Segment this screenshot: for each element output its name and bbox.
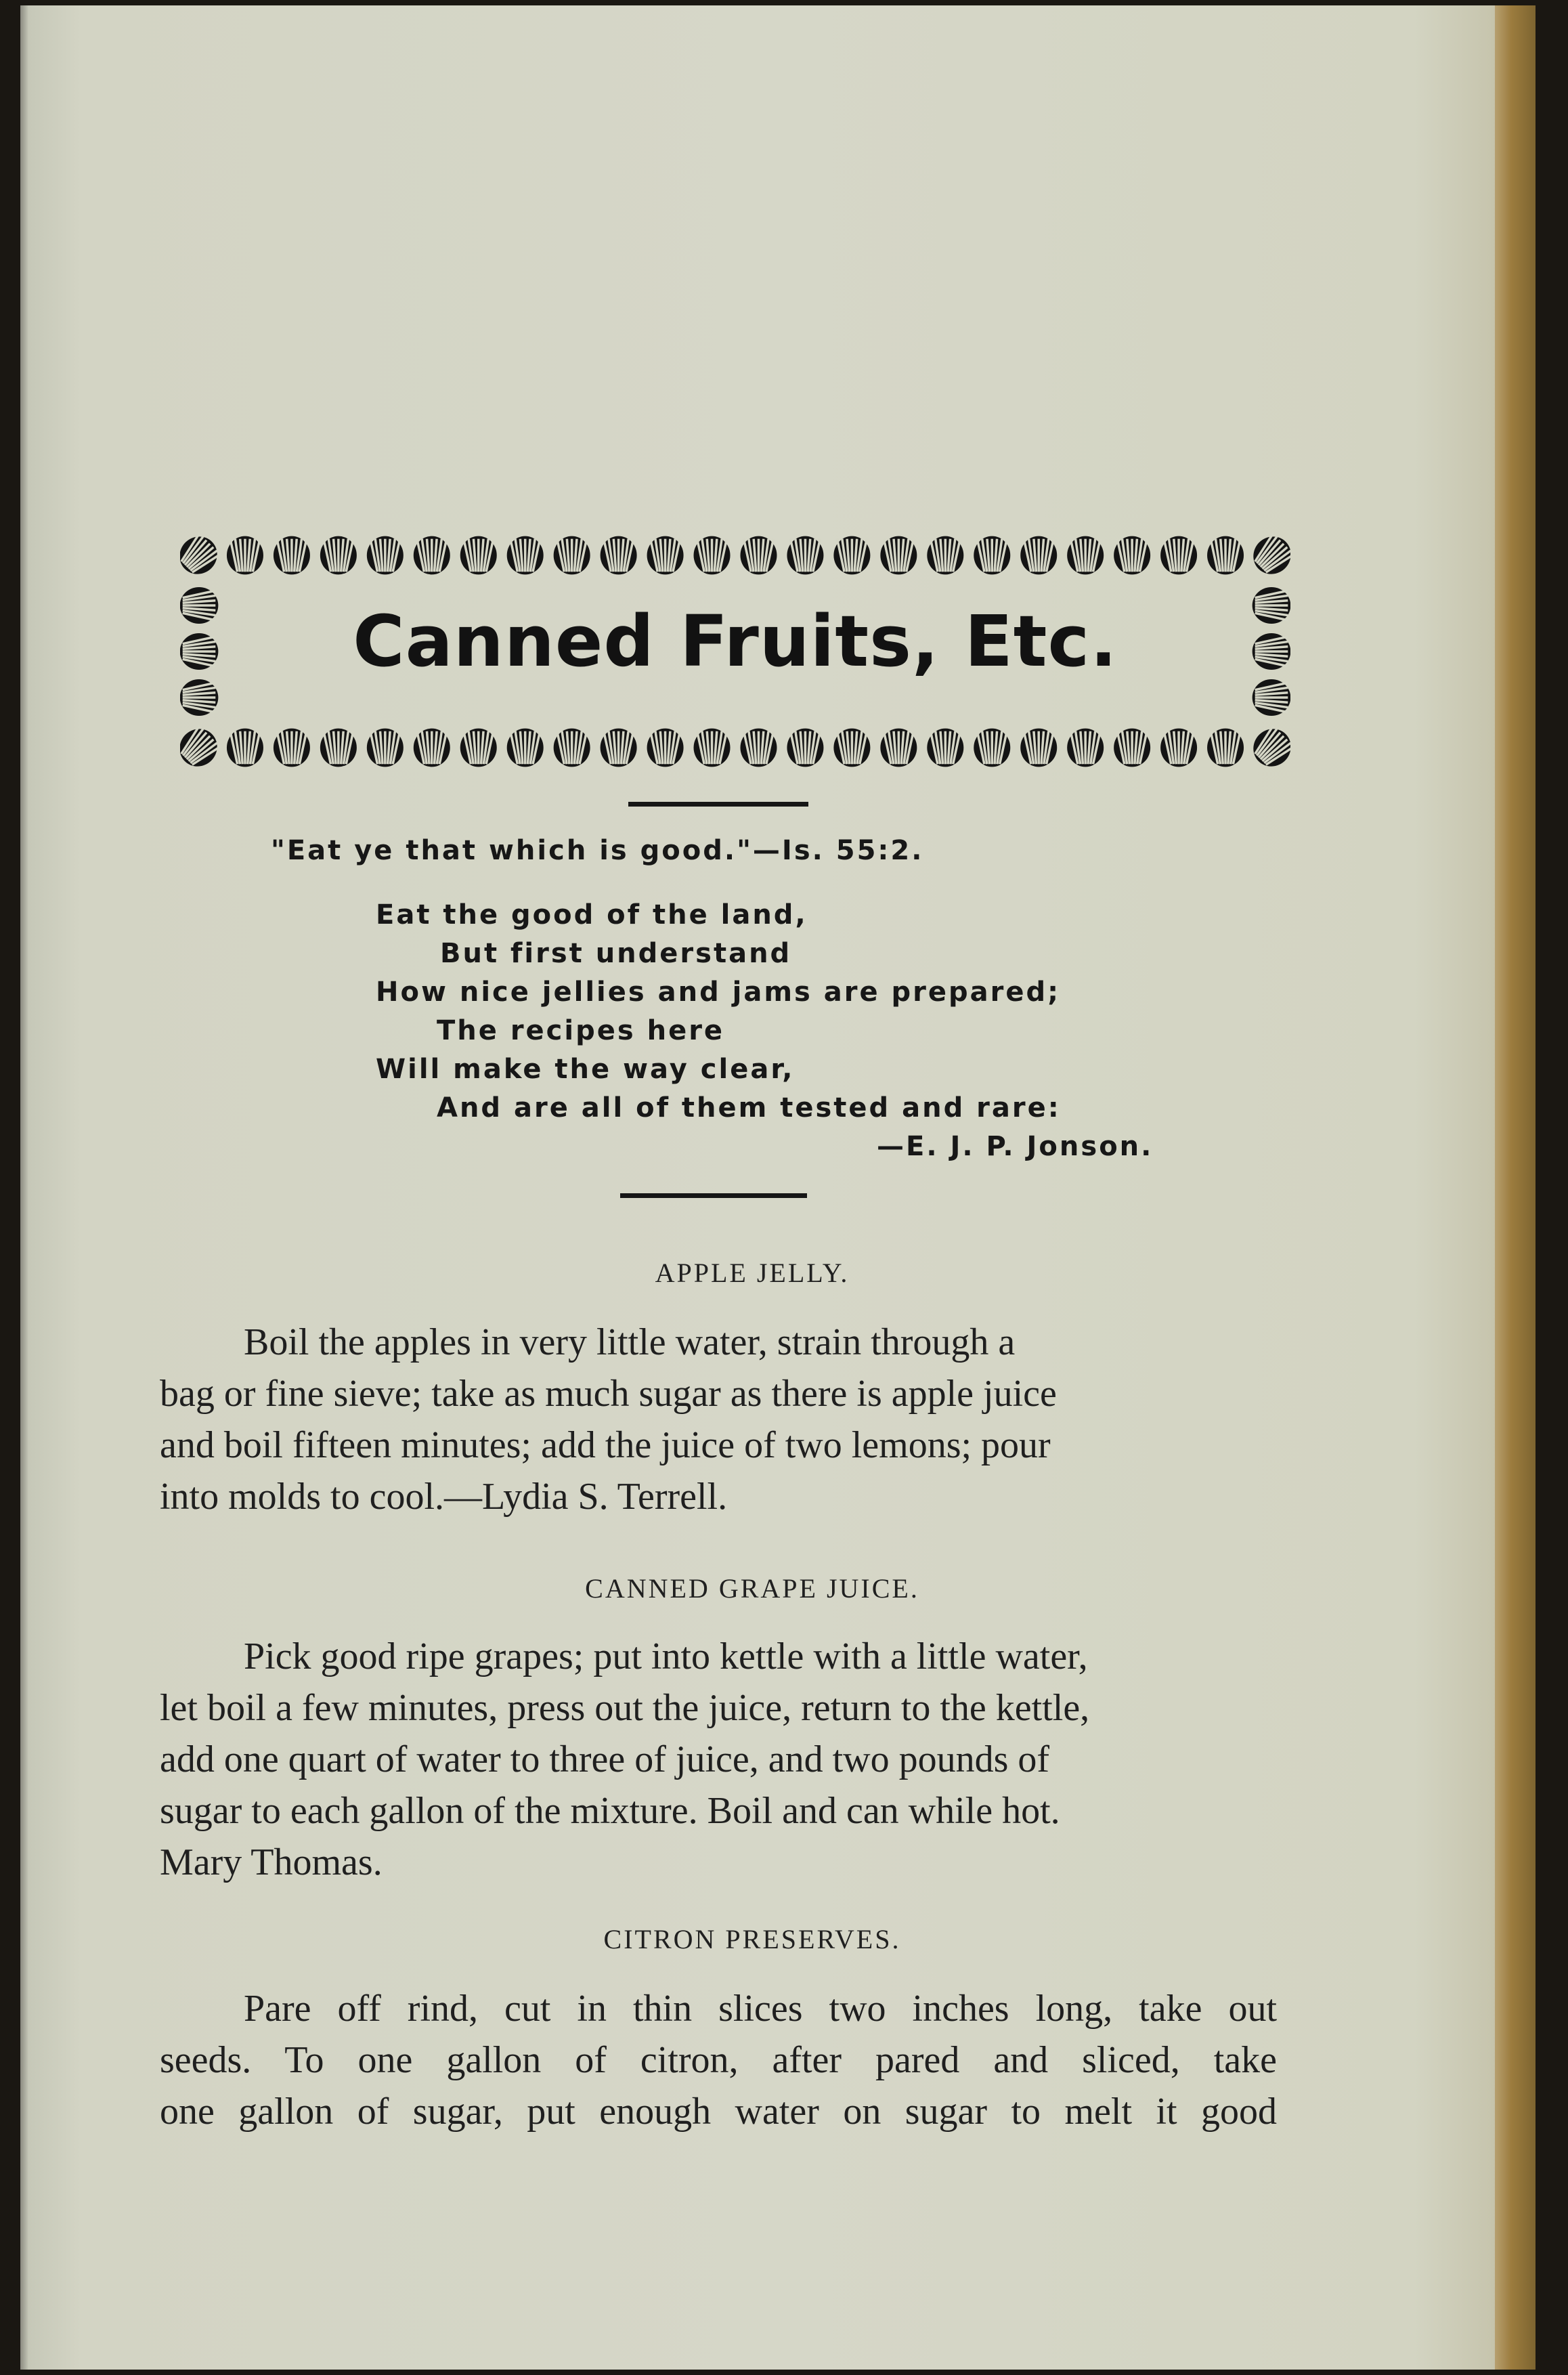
shell-ornament-icon (274, 729, 310, 767)
text-line: one gallon of sugar, put enough water on sugar to melt it good (160, 2091, 1277, 2133)
poem-line: But first understand (440, 938, 792, 969)
shell-ornament-icon (1207, 536, 1244, 575)
shell-ornament-icon (1067, 729, 1104, 767)
shell-ornament-icon (320, 536, 357, 575)
shell-ornament-icon (694, 729, 731, 767)
shell-ornament-icon (787, 729, 823, 767)
shell-ornament-icon (601, 536, 637, 575)
shell-ornament-icon (1253, 679, 1290, 716)
shell-ornament-icon (833, 536, 870, 575)
recipe-text-canned-grape-juice (160, 1631, 1277, 1888)
book-page (20, 5, 1536, 2370)
text-line: and boil fifteen minutes; add the juice of two lemons; pour (160, 1424, 1051, 1466)
page-edge (1495, 5, 1536, 2370)
shell-ornament-icon (880, 536, 917, 575)
recipe-text-citron-preserves (160, 1983, 1277, 2137)
shell-ornament-icon (227, 536, 263, 575)
text-line: Pick good ripe grapes; put into kettle with a little water, (244, 1635, 1088, 1677)
text-line: Pare off rind, cut in thin slices two inches long, take out (244, 1988, 1277, 2030)
shell-ornament-icon (1207, 729, 1244, 767)
shell-ornament-icon (1020, 536, 1057, 575)
shell-ornament-icon (180, 721, 225, 771)
shell-ornament-icon (601, 729, 637, 767)
shell-ornament-icon (1114, 536, 1150, 575)
text-line: add one quart of water to three of juice, and two pounds of (160, 1738, 1050, 1780)
recipe-heading-apple-jelly: APPLE JELLY. (655, 1258, 850, 1288)
shell-ornament-icon (320, 729, 357, 767)
shell-ornament-icon (554, 536, 590, 575)
shell-ornament-icon (507, 536, 544, 575)
poem-line: Eat the good of the land, (376, 899, 808, 930)
poem-line: How nice jellies and jams are prepared; (376, 977, 1061, 1008)
poem-line: And are all of them tested and rare: (437, 1092, 1061, 1124)
shell-ornament-icon (647, 536, 684, 575)
shell-ornament-icon (694, 536, 731, 575)
shell-ornament-icon (414, 729, 450, 767)
title-ornament-frame (180, 532, 1290, 771)
shell-ornament-icon (1246, 721, 1290, 771)
shell-ornament-icon (367, 536, 404, 575)
divider-rule-top (628, 802, 808, 807)
poem-attribution: —E. J. P. Jonson. (877, 1131, 1154, 1162)
shell-ornament-icon (974, 536, 1010, 575)
shell-ornament-icon (274, 536, 310, 575)
divider-rule-bottom (620, 1193, 807, 1198)
recipe-heading-citron-preserves: CITRON PRESERVES. (603, 1924, 901, 1954)
shell-ornament-icon (740, 536, 777, 575)
shell-ornament-icon (880, 729, 917, 767)
poem-line: The recipes here (437, 1015, 725, 1046)
shell-ornament-icon (1114, 729, 1150, 767)
poem-line: Will make the way clear, (376, 1054, 795, 1085)
shell-ornament-icon (1160, 729, 1197, 767)
text-line: bag or fine sieve; take as much sugar as there is apple juice (160, 1373, 1057, 1415)
shell-ornament-icon (787, 536, 823, 575)
text-line: into molds to cool.—Lydia S. Terrell. (160, 1476, 728, 1518)
text-line: Boil the apples in very little water, strain through a (244, 1321, 1016, 1363)
shell-ornament-icon (227, 729, 263, 767)
shell-ornament-icon (180, 679, 218, 716)
shell-ornament-icon (554, 729, 590, 767)
text-line: seeds. To one gallon of citron, after pared and sliced, take (160, 2039, 1277, 2081)
section-title: Canned Fruits, Etc. (353, 600, 1118, 683)
shell-ornament-icon (1160, 536, 1197, 575)
shell-ornament-icon (740, 729, 777, 767)
shell-ornament-icon (833, 729, 870, 767)
shell-ornament-icon (927, 729, 963, 767)
shell-ornament-icon (414, 536, 450, 575)
recipe-text-apple-jelly (160, 1317, 1277, 1522)
shell-ornament-icon (974, 729, 1010, 767)
shell-ornament-icon (1020, 729, 1057, 767)
text-line: Mary Thomas. (160, 1841, 383, 1883)
shell-ornament-icon (647, 729, 684, 767)
page-gutter (20, 5, 28, 2370)
shell-ornament-icon (180, 532, 225, 582)
shell-ornament-icon (927, 536, 963, 575)
text-line: sugar to each gallon of the mixture. Boil and can while hot. (160, 1790, 1060, 1832)
text-line: let boil a few minutes, press out the juice, return to the kettle, (160, 1687, 1090, 1729)
epigraph: "Eat ye that which is good."—Is. 55:2. (271, 835, 924, 866)
shell-ornament-icon (460, 729, 497, 767)
shell-ornament-icon (460, 536, 497, 575)
shell-ornament-icon (1067, 536, 1104, 575)
shell-ornament-icon (367, 729, 404, 767)
shell-ornament-icon (507, 729, 544, 767)
recipe-heading-canned-grape-juice: CANNED GRAPE JUICE. (585, 1573, 919, 1604)
shell-ornament-icon (1246, 532, 1290, 582)
